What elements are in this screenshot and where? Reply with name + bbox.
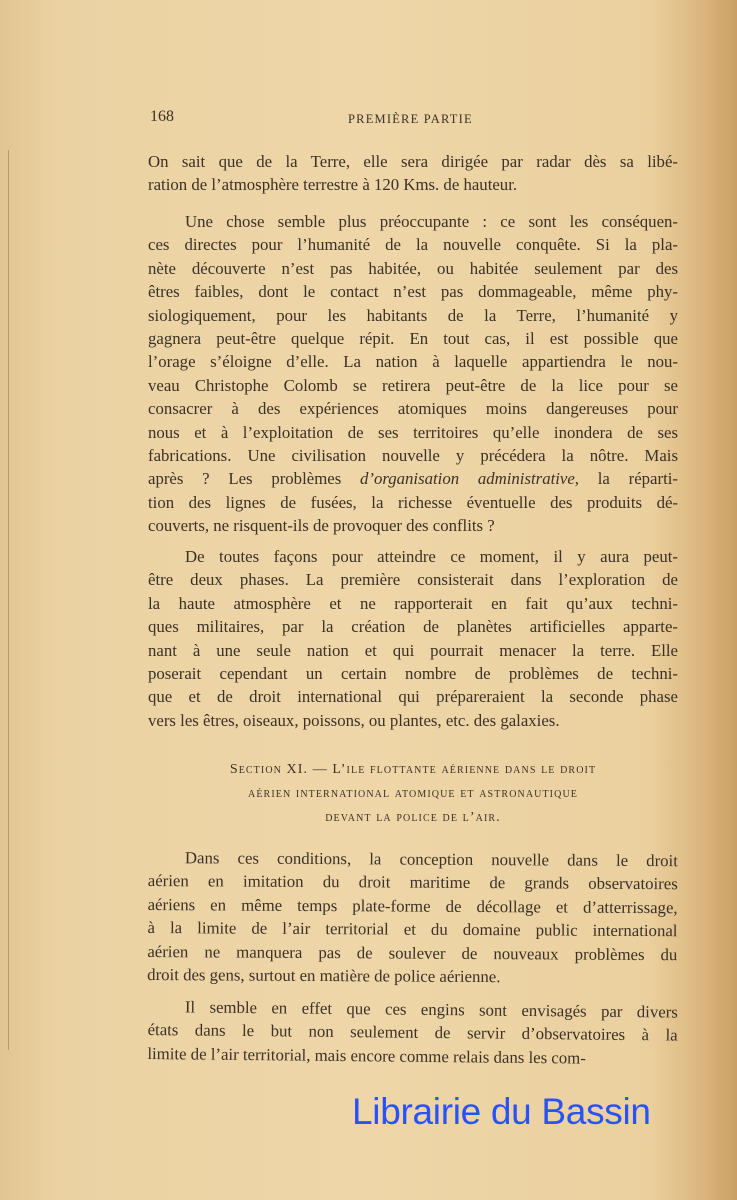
- text-line: limite de l’air territorial, mais encore comme relais dans les com-: [147, 1043, 586, 1068]
- running-head: PREMIÈRE PARTIE: [348, 112, 473, 126]
- text-line: la haute atmosphère et ne rapporterait en fait qu’aux techni-: [148, 593, 678, 613]
- text-line: Dans ces conditions, la conception nouvelle dans le droit: [184, 848, 678, 871]
- text-line: aérien en imitation du droit maritime de grands observatoires: [147, 871, 678, 894]
- text-line: droit des gens, surtout en matière de police aérienne.: [147, 965, 501, 987]
- section-heading: [148, 758, 678, 830]
- page-gutter-line: [8, 150, 9, 1050]
- text-line: l’orage s’éloigne d’elle. La nation à laquelle appartiendra le nou-: [148, 352, 678, 372]
- paragraph-1: [148, 150, 678, 197]
- text-line: consacrer à des expériences atomiques moins dangereuses pour: [148, 399, 678, 419]
- section-heading-line: devant la police de l’air.: [325, 810, 501, 825]
- text-line: nant à une seule nation et qui pourrait menacer la terre. Elle: [148, 640, 678, 660]
- text-line: ques militaires, par la création de planètes artificielles apparte-: [148, 617, 678, 637]
- text-line: êtres faibles, dont le contact n’est pas dommageable, même phy-: [148, 282, 678, 302]
- text-line: tion des lignes de fusées, la richesse éventuelle des produits dé-: [148, 492, 678, 512]
- text-run: après ? Les problèmes: [148, 469, 360, 489]
- text-line: couverts, ne risquent-ils de provoquer des conflits ?: [148, 516, 495, 536]
- text-line: aériens en même temps plate-forme de décollage et d’atterrissage,: [147, 894, 678, 918]
- paragraph-4: [147, 846, 678, 990]
- text-line: veau Christophe Colomb se retirera peut-être de la lice pour se: [148, 375, 678, 395]
- section-heading-line: aérien international atomique et astronautique: [248, 786, 578, 801]
- text-line: [148, 467, 678, 490]
- text-line: ration de l’atmosphère terrestre à 120 Kms. de hauteur.: [148, 175, 518, 195]
- text-line: On sait que de la Terre, elle sera dirigée par radar dès sa libé-: [148, 152, 678, 171]
- text-line: Il semble en effet que ces engins sont envisagés par divers: [184, 997, 678, 1022]
- italic-text: d’organisation administrative,: [359, 469, 579, 489]
- text-line: De toutes façons pour atteindre ce moment, il y aura peut-: [185, 547, 678, 566]
- text-line: états dans le but non seulement de servir d’observatoires à la: [147, 1020, 678, 1045]
- text-line: à la limite de l’air territorial et du domaine public international: [147, 918, 678, 941]
- text-line: aérien ne manquera pas de soulever de nouveaux problèmes du: [147, 941, 678, 964]
- text-line: être deux phases. La première consisterait dans l’exploration de: [148, 570, 678, 590]
- watermark: Librairie du Bassin: [352, 1091, 651, 1132]
- page-number: 168: [150, 108, 174, 125]
- paragraph-3: [148, 545, 678, 732]
- text-line: fabrications. Une civilisation nouvelle y précédera la nôtre. Mais: [148, 446, 678, 466]
- text-line: que et de droit international qui prépareraient la seconde phase: [148, 687, 678, 707]
- paragraph-5: [147, 995, 678, 1071]
- text-line: nète découverte n’est pas habitée, ou habitée seulement par des: [148, 258, 678, 278]
- text-line: siologiquement, pour les habitants de la Terre, l’humanité y: [148, 305, 678, 325]
- text-line: poserait cependant un certain nombre de problèmes de techni-: [148, 664, 678, 684]
- text-line: nous et à l’exploitation de ses territoires qu’elle inondera de ses: [148, 422, 678, 442]
- text-line: vers les êtres, oiseaux, poissons, ou plantes, etc. des galaxies.: [148, 710, 560, 730]
- paragraph-2: [148, 210, 678, 538]
- text-run: la réparti-: [579, 469, 678, 489]
- text-line: gagnera peut-être quelque répit. En tout cas, il est possible que: [148, 329, 678, 349]
- section-heading-line: Section XI. — L’ile flottante aérienne dans le droit: [229, 762, 597, 777]
- text-line: Une chose semble plus préoccupante : ce sont les conséquen-: [185, 212, 678, 231]
- text-line: ces directes pour l’humanité de la nouvelle conquête. Si la pla-: [148, 235, 678, 255]
